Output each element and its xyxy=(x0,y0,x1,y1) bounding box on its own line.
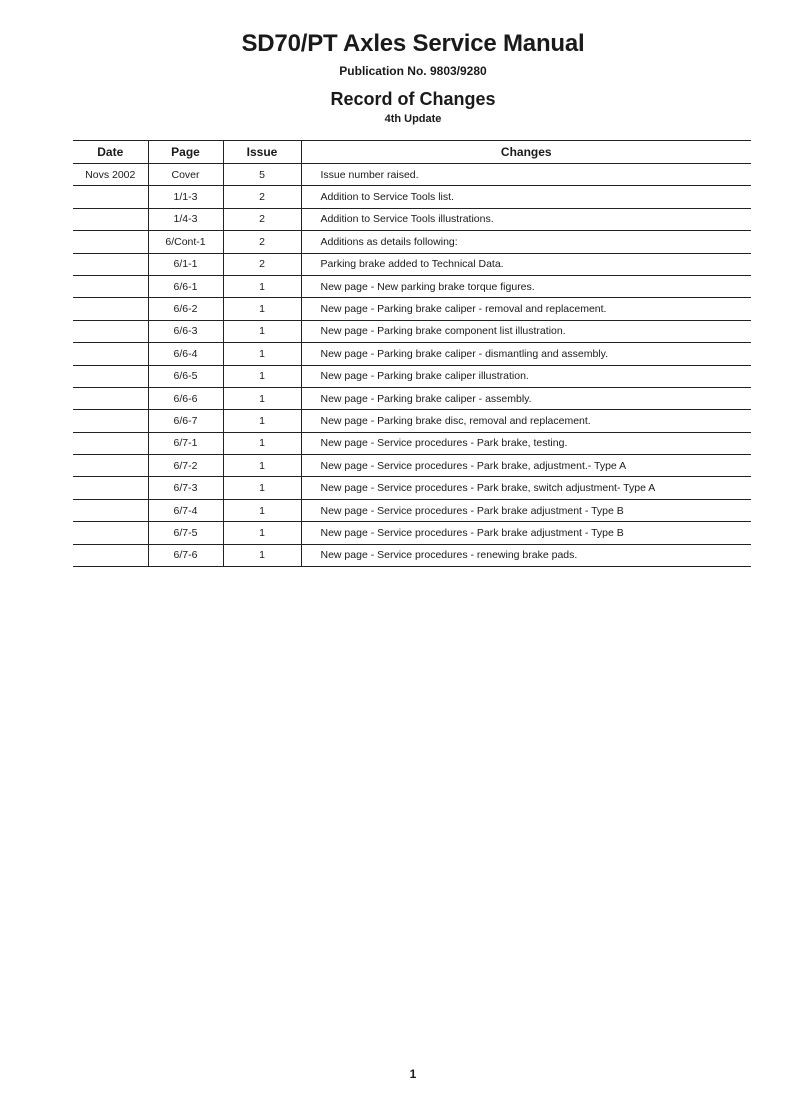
cell-date xyxy=(73,477,148,499)
table-row xyxy=(73,455,751,477)
cell-date xyxy=(73,320,148,342)
cell-issue: 1 xyxy=(223,298,301,320)
cell-changes: Issue number raised. xyxy=(301,164,751,186)
cell-page: 6/7-6 xyxy=(148,544,223,566)
cell-date xyxy=(73,343,148,365)
table-row xyxy=(73,320,751,342)
cell-page: 1/4-3 xyxy=(148,208,223,230)
table-row xyxy=(73,410,751,432)
cell-issue: 1 xyxy=(223,455,301,477)
cell-page: 6/Cont-1 xyxy=(148,231,223,253)
cell-date xyxy=(73,365,148,387)
cell-page: 6/6-5 xyxy=(148,365,223,387)
cell-date xyxy=(73,298,148,320)
cell-changes: New page - Service procedures - Park brake adjustment - Type B xyxy=(301,499,751,521)
cell-page: 6/7-2 xyxy=(148,455,223,477)
table-header-row xyxy=(73,141,751,164)
cell-changes: New page - Parking brake component list illustration. xyxy=(301,320,751,342)
cell-changes: New page - Service procedures - Park brake, testing. xyxy=(301,432,751,454)
table-row xyxy=(73,387,751,409)
table-row xyxy=(73,343,751,365)
table-row xyxy=(73,253,751,275)
document-title: SD70/PT Axles Service Manual xyxy=(241,30,585,57)
cell-issue: 2 xyxy=(223,231,301,253)
cell-issue: 1 xyxy=(223,432,301,454)
cell-changes: Parking brake added to Technical Data. xyxy=(301,253,751,275)
cell-date xyxy=(73,186,148,208)
section-title: Record of Changes xyxy=(330,89,496,109)
cell-issue: 1 xyxy=(223,477,301,499)
cell-issue: 1 xyxy=(223,499,301,521)
cell-date xyxy=(73,253,148,275)
table-row xyxy=(73,208,751,230)
cell-date xyxy=(73,522,148,544)
cell-issue: 1 xyxy=(223,320,301,342)
cell-date xyxy=(73,387,148,409)
cell-changes: Addition to Service Tools list. xyxy=(301,186,751,208)
cell-changes: New page - Service procedures - Park brake adjustment - Type B xyxy=(301,522,751,544)
cell-page: 6/7-1 xyxy=(148,432,223,454)
cell-issue: 2 xyxy=(223,186,301,208)
column-header-issue: Issue xyxy=(223,141,301,164)
cell-page: Cover xyxy=(148,164,223,186)
cell-changes: New page - Service procedures - Park brake, switch adjustment- Type A xyxy=(301,477,751,499)
cell-date xyxy=(73,432,148,454)
column-header-page: Page xyxy=(148,141,223,164)
cell-issue: 1 xyxy=(223,343,301,365)
cell-page: 6/1-1 xyxy=(148,253,223,275)
table-row xyxy=(73,522,751,544)
cell-changes: New page - Parking brake caliper - dismantling and assembly. xyxy=(301,343,751,365)
cell-changes: New page - Parking brake caliper - removal and replacement. xyxy=(301,298,751,320)
cell-issue: 1 xyxy=(223,544,301,566)
cell-changes: New page - Parking brake caliper - assembly. xyxy=(301,387,751,409)
cell-date xyxy=(73,231,148,253)
table-row xyxy=(73,365,751,387)
cell-page: 6/7-5 xyxy=(148,522,223,544)
cell-date xyxy=(73,275,148,297)
update-label: 4th Update xyxy=(384,113,442,125)
table-row xyxy=(73,231,751,253)
cell-changes: Additions as details following: xyxy=(301,231,751,253)
cell-page: 6/7-4 xyxy=(148,499,223,521)
page-number: 1 xyxy=(409,1067,417,1081)
cell-page: 6/6-4 xyxy=(148,343,223,365)
cell-changes: New page - Service procedures - renewing brake pads. xyxy=(301,544,751,566)
cell-changes: New page - Parking brake caliper illustration. xyxy=(301,365,751,387)
cell-changes: New page - Service procedures - Park brake, adjustment.- Type A xyxy=(301,455,751,477)
cell-date: Novs 2002 xyxy=(73,164,148,186)
cell-page: 1/1-3 xyxy=(148,186,223,208)
table-row xyxy=(73,499,751,521)
cell-page: 6/6-7 xyxy=(148,410,223,432)
cell-page: 6/6-3 xyxy=(148,320,223,342)
cell-issue: 1 xyxy=(223,387,301,409)
table-body xyxy=(73,164,751,567)
table-row xyxy=(73,477,751,499)
column-header-date: Date xyxy=(73,141,148,164)
cell-date xyxy=(73,208,148,230)
cell-issue: 5 xyxy=(223,164,301,186)
cell-page: 6/6-1 xyxy=(148,275,223,297)
table-row xyxy=(73,432,751,454)
cell-issue: 2 xyxy=(223,208,301,230)
cell-date xyxy=(73,499,148,521)
table-row xyxy=(73,164,751,186)
publication-number: Publication No. 9803/9280 xyxy=(339,64,487,78)
table-row xyxy=(73,275,751,297)
cell-changes: New page - Parking brake disc, removal and replacement. xyxy=(301,410,751,432)
cell-issue: 1 xyxy=(223,275,301,297)
cell-date xyxy=(73,455,148,477)
cell-date xyxy=(73,544,148,566)
cell-page: 6/7-3 xyxy=(148,477,223,499)
cell-changes: Addition to Service Tools illustrations. xyxy=(301,208,751,230)
table-row xyxy=(73,544,751,566)
cell-date xyxy=(73,410,148,432)
table-row xyxy=(73,298,751,320)
record-of-changes-table xyxy=(73,140,751,567)
cell-issue: 2 xyxy=(223,253,301,275)
cell-issue: 1 xyxy=(223,365,301,387)
cell-page: 6/6-6 xyxy=(148,387,223,409)
column-header-changes: Changes xyxy=(301,141,751,164)
cell-issue: 1 xyxy=(223,410,301,432)
cell-page: 6/6-2 xyxy=(148,298,223,320)
cell-changes: New page - New parking brake torque figures. xyxy=(301,275,751,297)
table-row xyxy=(73,186,751,208)
cell-issue: 1 xyxy=(223,522,301,544)
